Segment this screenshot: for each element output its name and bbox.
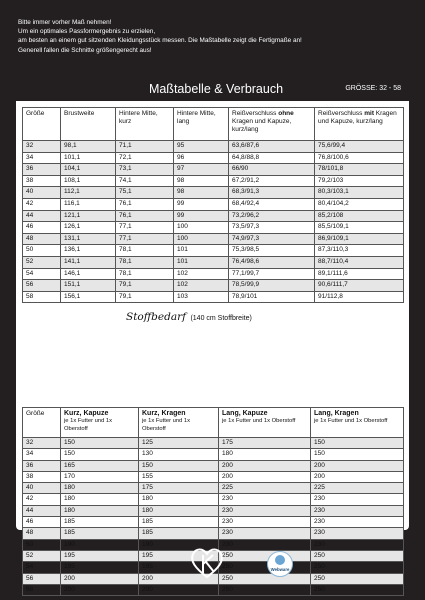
table-cell: 67,2/91,2 (229, 175, 315, 187)
table-cell: 250 (311, 584, 404, 595)
table-cell: 141,1 (61, 256, 116, 268)
table-row (23, 483, 404, 494)
table-cell: 72,1 (116, 152, 174, 164)
table-cell: 180 (139, 505, 219, 516)
table-row (23, 517, 404, 528)
table-cell: 85,5/109,1 (315, 222, 404, 234)
table-cell: 80,4/104,2 (315, 198, 404, 210)
table-cell: 77,1/99,7 (229, 268, 315, 280)
table-cell: 80,3/103,1 (315, 187, 404, 199)
table-cell: 150 (61, 449, 139, 460)
table-cell: 52 (23, 550, 61, 561)
fabric-column-header (311, 408, 404, 438)
table-cell: 225 (219, 483, 311, 494)
table-cell: 54 (23, 268, 61, 280)
table-cell: 150 (311, 449, 404, 460)
table-cell: 230 (311, 528, 404, 539)
table-cell: 79,1 (116, 291, 174, 303)
fabric-column-subtitle: je 1x Futter und 1x Oberstoff (64, 418, 113, 432)
table-row (23, 438, 404, 449)
table-cell: 75,3/98,5 (229, 245, 315, 257)
table-cell: 195 (139, 562, 219, 573)
table-cell: 32 (23, 141, 61, 153)
table-cell: 78,9/101 (229, 291, 315, 303)
table-cell: 180 (61, 483, 139, 494)
table-cell: 165 (61, 460, 139, 471)
title-bar (16, 77, 409, 101)
globe-icon (275, 555, 285, 565)
table-row (23, 164, 404, 176)
table-cell: 150 (61, 438, 139, 449)
table-cell: 77,1 (116, 233, 174, 245)
table-cell: 195 (61, 562, 139, 573)
table-cell: 50 (23, 245, 61, 257)
measurement-column-header: Hintere Mitte, kurz (116, 108, 174, 141)
intro-text (18, 18, 413, 55)
table-cell: 68,3/91,3 (229, 187, 315, 199)
fabric-column-title: Lang, Kragen (314, 410, 359, 417)
table-cell: 48 (23, 528, 61, 539)
table-cell: 91/112,8 (315, 291, 404, 303)
table-cell: 96 (174, 152, 229, 164)
fabric-column-title: Lang, Kapuze (222, 410, 268, 417)
table-cell: 101 (174, 245, 229, 257)
intro-line: Bitte immer vorher Maß nehmen! (18, 19, 112, 26)
measurement-column-header: Größe (23, 108, 61, 141)
table-cell: 64,8/88,8 (229, 152, 315, 164)
table-cell: 190 (139, 539, 219, 550)
header-part: Reißverschluss (318, 110, 365, 117)
table-cell: 100 (174, 233, 229, 245)
intro-line: Generell fallen die Schnitte größengerecht aus! (18, 46, 152, 54)
table-cell: 156,1 (61, 291, 116, 303)
table-cell: 98 (174, 187, 229, 199)
header-part: Kragen und Kapuze, kurz/lang (232, 118, 292, 134)
table-cell: 44 (23, 210, 61, 222)
table-cell: 100 (174, 222, 229, 234)
table-cell: 200 (219, 460, 311, 471)
table-cell: 78,1 (116, 256, 174, 268)
table-cell: 230 (311, 505, 404, 516)
table-cell: 78,1 (116, 245, 174, 257)
intro-line: Um ein optimales Passformergebnis zu erzielen, (18, 28, 156, 36)
table-cell: 87,3/110,3 (315, 245, 404, 257)
table-cell: 151,1 (61, 280, 116, 292)
table-cell: 200 (139, 584, 219, 595)
table-row (23, 584, 404, 595)
table-row (23, 175, 404, 187)
fabric-table-header (23, 408, 404, 438)
table-cell: 36 (23, 460, 61, 471)
fabric-column-title: Kurz, Kapuze (64, 410, 109, 417)
table-cell: 102 (174, 280, 229, 292)
table-cell: 230 (219, 528, 311, 539)
table-cell: 136,1 (61, 245, 116, 257)
table-cell: 150 (311, 438, 404, 449)
table-cell: 54 (23, 562, 61, 573)
table-cell: 250 (219, 573, 311, 584)
header-part: Kragen und Kapuze, kurz/lang (318, 110, 397, 126)
table-cell: 76,1 (116, 210, 174, 222)
table-cell: 130 (139, 449, 219, 460)
table-cell: 200 (311, 471, 404, 482)
table-cell: 50 (23, 539, 61, 550)
fabric-column-subtitle: je 1x Futter und 1x Oberstoff (222, 418, 296, 425)
table-cell: 73,1 (116, 164, 174, 176)
table-cell: 230 (311, 494, 404, 505)
table-cell: 104,1 (61, 164, 116, 176)
table-cell: 185 (139, 517, 219, 528)
table-cell: 95 (174, 141, 229, 153)
table-cell: 46 (23, 517, 61, 528)
webware-badge (267, 551, 293, 577)
badge-label: Webware (270, 567, 290, 572)
table-cell: 225 (311, 483, 404, 494)
table-cell: 44 (23, 505, 61, 516)
table-row (23, 152, 404, 164)
table-row (23, 233, 404, 245)
fabric-column-title: Größe (26, 410, 45, 417)
table-cell: 190 (61, 539, 139, 550)
fabric-heading (126, 307, 252, 325)
table-row (23, 494, 404, 505)
table-cell: 38 (23, 175, 61, 187)
table-cell: 32 (23, 438, 61, 449)
table-cell: 230 (219, 539, 311, 550)
table-cell: 230 (219, 517, 311, 528)
table-cell: 230 (311, 539, 404, 550)
table-cell: 75,1 (116, 187, 174, 199)
measurement-table-header (23, 108, 404, 141)
table-cell: 66/90 (229, 164, 315, 176)
header-part: ohne (278, 110, 294, 117)
table-cell: 56 (23, 280, 61, 292)
table-cell: 230 (219, 494, 311, 505)
table-cell: 36 (23, 164, 61, 176)
table-cell: 38 (23, 471, 61, 482)
table-cell: 250 (219, 584, 311, 595)
table-cell: 63,6/87,6 (229, 141, 315, 153)
table-row (23, 256, 404, 268)
table-cell: 250 (311, 573, 404, 584)
fabric-column-header (219, 408, 311, 438)
measurement-column-header (229, 108, 315, 141)
header-part: Reißverschluss (232, 110, 279, 117)
table-row (23, 222, 404, 234)
table-row (23, 471, 404, 482)
table-cell: 76,1 (116, 198, 174, 210)
table-cell: 200 (61, 573, 139, 584)
table-cell: 73,5/97,3 (229, 222, 315, 234)
table-cell: 200 (219, 471, 311, 482)
table-cell: 180 (139, 494, 219, 505)
table-cell: 200 (61, 584, 139, 595)
table-row (23, 460, 404, 471)
measurement-column-header: Brustweite (61, 108, 116, 141)
table-cell: 250 (311, 550, 404, 561)
table-row (23, 141, 404, 153)
fabric-width-note: (140 cm Stoffbreite) (190, 315, 252, 322)
heart-logo-icon (187, 543, 227, 583)
table-row (23, 245, 404, 257)
table-cell: 97 (174, 164, 229, 176)
table-cell: 74,1 (116, 175, 174, 187)
table-cell: 73,2/96,2 (229, 210, 315, 222)
table-cell: 250 (219, 562, 311, 573)
table-cell: 250 (219, 550, 311, 561)
table-cell: 86,9/109,1 (315, 233, 404, 245)
table-cell: 40 (23, 483, 61, 494)
table-cell: 180 (61, 494, 139, 505)
table-cell: 75,6/99,4 (315, 141, 404, 153)
fabric-column-header (139, 408, 219, 438)
table-cell: 102 (174, 268, 229, 280)
table-cell: 78,1 (116, 268, 174, 280)
table-cell: 101,1 (61, 152, 116, 164)
measurement-column-header (315, 108, 404, 141)
table-cell: 175 (139, 483, 219, 494)
table-cell: 175 (219, 438, 311, 449)
table-cell: 90,6/111,7 (315, 280, 404, 292)
table-cell: 76,4/98,6 (229, 256, 315, 268)
table-cell: 200 (139, 573, 219, 584)
table-cell: 79,1 (116, 280, 174, 292)
table-cell: 58 (23, 291, 61, 303)
table-cell: 34 (23, 152, 61, 164)
table-cell: 103 (174, 291, 229, 303)
table-cell: 230 (311, 517, 404, 528)
table-cell: 56 (23, 573, 61, 584)
table-row (23, 449, 404, 460)
table-cell: 88,7/110,4 (315, 256, 404, 268)
table-cell: 112,1 (61, 187, 116, 199)
table-cell: 185 (61, 517, 139, 528)
table-cell: 85,2/108 (315, 210, 404, 222)
table-cell: 101 (174, 256, 229, 268)
table-cell: 98,1 (61, 141, 116, 153)
table-cell: 40 (23, 187, 61, 199)
fabric-column-header (61, 408, 139, 438)
table-cell: 150 (139, 460, 219, 471)
table-cell: 99 (174, 198, 229, 210)
size-range-label: GRÖSSE: 32 - 58 (345, 85, 401, 92)
table-cell: 185 (61, 528, 139, 539)
measurement-table (22, 107, 404, 303)
table-cell: 125 (139, 438, 219, 449)
table-cell: 68,4/92,4 (229, 198, 315, 210)
fabric-heading-title: Stoffbedarf (126, 311, 186, 323)
table-cell: 230 (219, 505, 311, 516)
table-cell: 180 (61, 505, 139, 516)
table-cell: 52 (23, 256, 61, 268)
table-row (23, 187, 404, 199)
table-row (23, 505, 404, 516)
table-cell: 42 (23, 198, 61, 210)
table-cell: 74,9/97,3 (229, 233, 315, 245)
table-row (23, 268, 404, 280)
table-cell: 195 (61, 550, 139, 561)
table-cell: 48 (23, 233, 61, 245)
table-cell: 126,1 (61, 222, 116, 234)
table-cell: 116,1 (61, 198, 116, 210)
table-cell: 99 (174, 210, 229, 222)
table-cell: 195 (139, 550, 219, 561)
table-cell: 34 (23, 449, 61, 460)
table-row (23, 210, 404, 222)
table-cell: 185 (139, 528, 219, 539)
fabric-column-header (23, 408, 61, 438)
table-cell: 155 (139, 471, 219, 482)
table-cell: 200 (311, 460, 404, 471)
table-row (23, 198, 404, 210)
table-cell: 76,8/100,6 (315, 152, 404, 164)
measurement-column-header: Hintere Mitte, lang (174, 108, 229, 141)
table-cell: 180 (219, 449, 311, 460)
table-cell: 46 (23, 222, 61, 234)
table-cell: 78,5/99,9 (229, 280, 315, 292)
table-row (23, 291, 404, 303)
table-cell: 98 (174, 175, 229, 187)
table-cell: 77,1 (116, 222, 174, 234)
table-row (23, 280, 404, 292)
table-row (23, 528, 404, 539)
table-cell: 78/101,8 (315, 164, 404, 176)
fabric-column-subtitle: je 1x Futter und 1x Oberstoff (142, 418, 191, 432)
fabric-column-title: Kurz, Kragen (142, 410, 186, 417)
table-cell: 42 (23, 494, 61, 505)
table-cell: 146,1 (61, 268, 116, 280)
table-cell: 79,2/103 (315, 175, 404, 187)
intro-line: am besten an einem gut sitzenden Kleidungsstück messen. Die Maßtabelle zeigt die Fertigmaße an! (18, 37, 302, 45)
table-cell: 121,1 (61, 210, 116, 222)
table-cell: 108,1 (61, 175, 116, 187)
table-cell: 250 (311, 562, 404, 573)
table-cell: 131,1 (61, 233, 116, 245)
page-title: Maßtabelle & Verbrauch (148, 82, 284, 96)
table-cell: 71,1 (116, 141, 174, 153)
table-cell: 170 (61, 471, 139, 482)
table-cell: 58 (23, 584, 61, 595)
fabric-column-subtitle: je 1x Futter und 1x Oberstoff (314, 418, 388, 425)
header-part: mit (364, 110, 374, 117)
table-cell: 89,1/111,6 (315, 268, 404, 280)
